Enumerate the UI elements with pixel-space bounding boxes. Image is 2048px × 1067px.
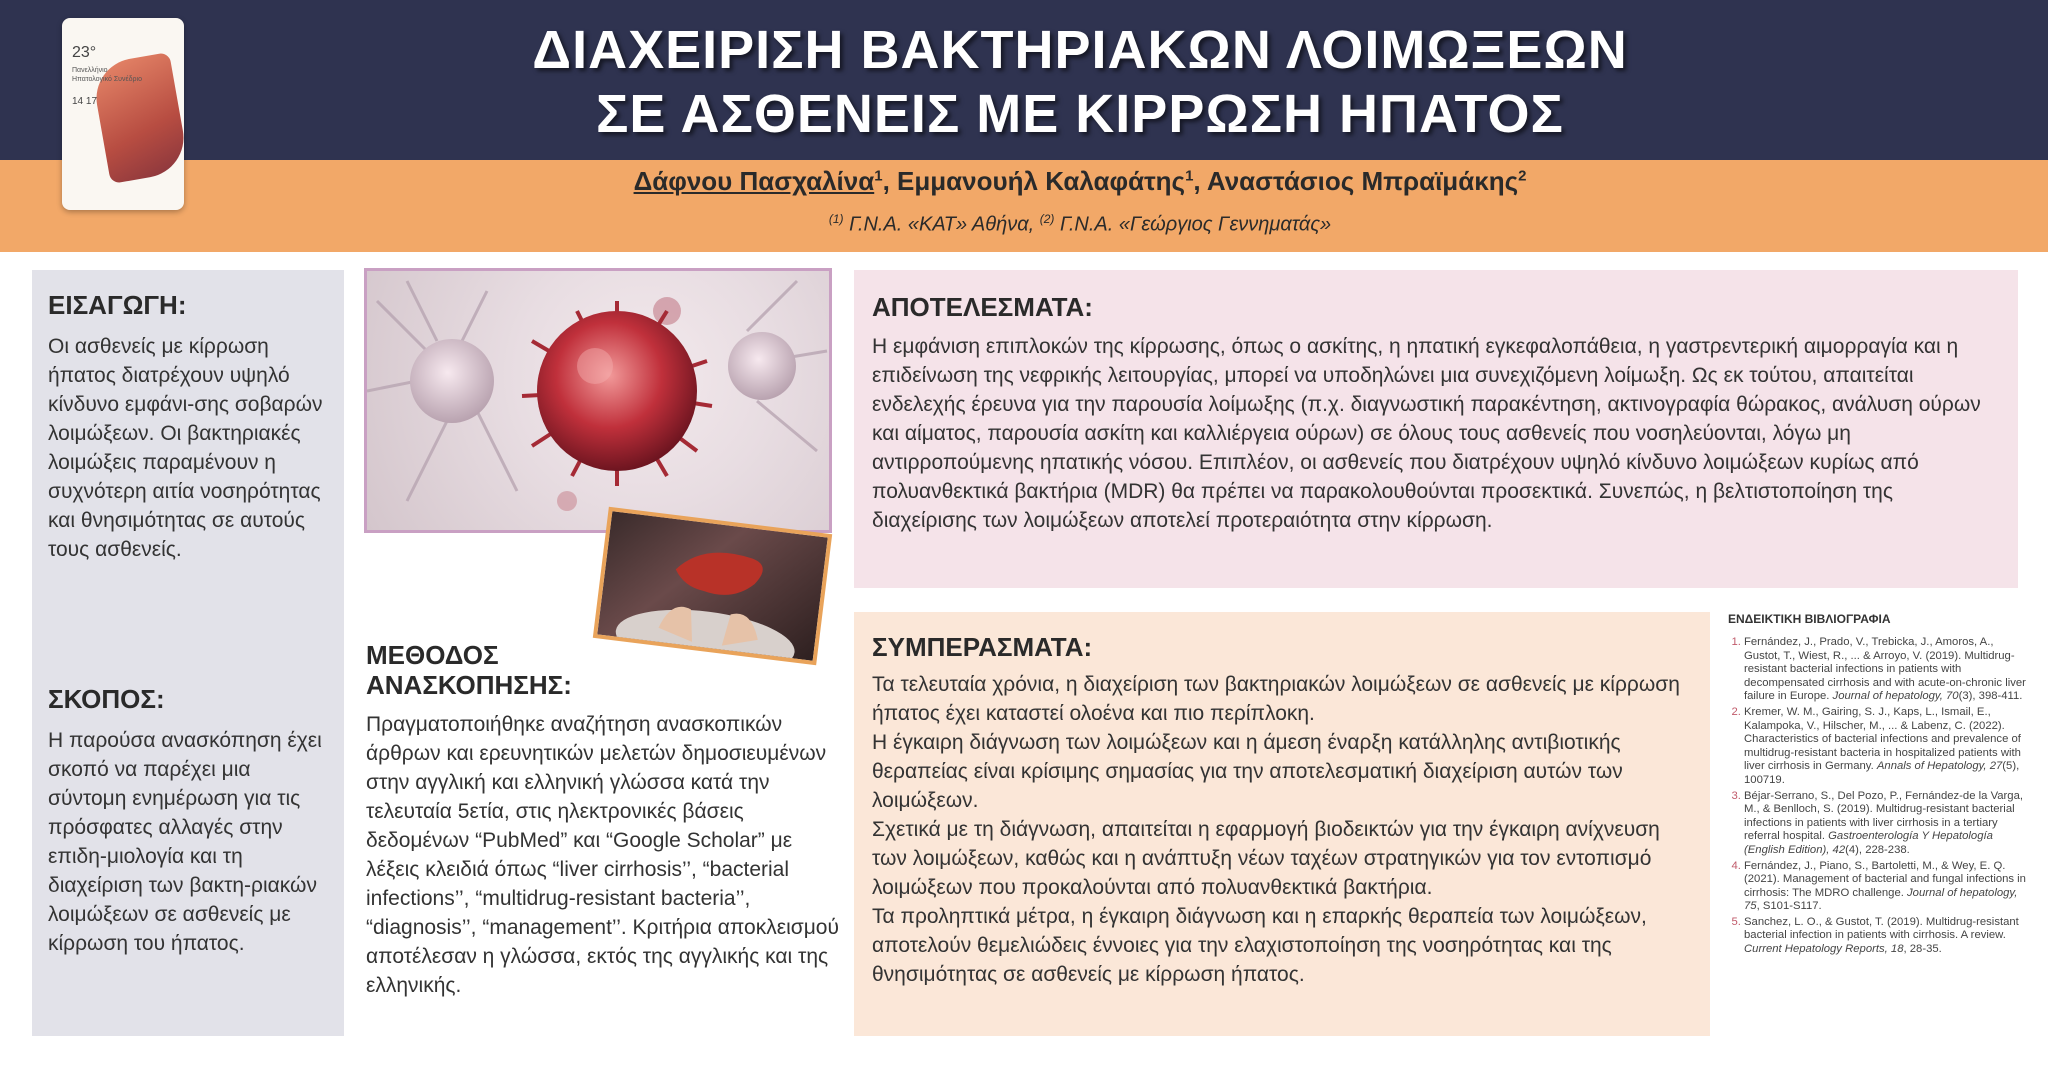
poster-title — [380, 18, 1780, 146]
conclusions-title: ΣΥΜΠΕΡΑΣΜΑΤΑ: — [872, 632, 1093, 662]
conclusions-body — [872, 670, 1692, 989]
results-body: Η εμφάνιση επιπλοκών της κίρρωσης, όπως ο ασκίτης, η ηπατική εγκεφαλοπάθεια, η γαστρεντερική αιμορραγία και η επιδείνωση της νεφρικής λειτουργίας, μπορεί να υποδηλώνει μια συνεχιζόμενη λοίμωξη. Ως εκ τούτου, απαιτείται ενδελεχής έρευνα για την παρουσία λοίμωξης (π.χ. διαγνωστική παρακέντηση, ακτινογραφία θώρακος, ανάλυση ούρων και αίματος, παρουσία ασκίτη και καλλιέργεια ούρων) σε όλους τους ασθενείς που νοσηλεύονται, λόγω μη αντιρροπούμενης ηπατικής νόσου. Επιπλέον, οι ασθενείς που διατρέχουν υψηλό κίνδυνο λοιμώξεων κυρίως από πολυανθεκτικά βακτήρια (MDR) θα πρέπει να παρακολουθούνται προσεκτικά. Συνεπώς, η βελτιστοποίηση της διαχείρισης των λοιμώξεων αποτελεί προτεραιότητα στην κίρρωση. — [872, 335, 1981, 532]
authors-line: Δάφνου Πασχαλίνα$^1$, Εμμανουήλ Καλαφάτης$^1$, Αναστάσιος Μπραϊμάκης$^2$ — [633, 166, 1527, 196]
aim-title: ΣΚΟΠΟΣ: — [48, 684, 165, 714]
reference-item: 5. Sanchez, L. O., & Gustot, T. (2019). Multidrug-resistant bacterial infection in patients with cirrhosis. A review. Current Hepatology Reports, 18, 28-35. — [1744, 916, 2032, 957]
conclusion-paragraph: Η έγκαιρη διάγνωση των λοιμώξεων και η άμεση έναρξη κατάλληλης αντιβιοτικής θεραπείας είναι κρίσιμης σημασίας για την αποτελεσματική διαχείριση αυτών των λοιμώξεων. — [872, 731, 1623, 812]
affiliation-2: Γ.Ν.Α. «Γεώργιος Γεννηματάς» — [1060, 213, 1332, 236]
references-title: ΕΝΔΕΙΚΤΙΚΗ ΒΙΒΛΙΟΓΡΑΦΙΑ — [1728, 612, 1891, 626]
congress-logo — [62, 18, 184, 210]
badge-number: 23° — [72, 44, 97, 61]
bacteria-image — [367, 271, 829, 530]
conclusion-paragraph: Σχετικά με τη διάγνωση, απαιτείται η εφαρμογή βιοδεικτών για την έγκαιρη ανίχνευση των λοιμώξεων, καθώς και η ανάπτυξη νέων ταχέων στρατηγικών για τον εντοπισμό λοιμώξεων που προκαλούνται από πολυανθεκτικά βακτήρια. — [872, 818, 1660, 899]
reference-item: 1. Fernández, J., Prado, V., Trebicka, J., Amoros, A., Gustot, T., Wiest, R., ... & Arroyo, V. (2019). Multidrug-resistant bacterial infections in patients with decompensated cirrhosis and with acute-on-chronic liver failure in Europe. Journal of hepatology, 70(3), 398-411. — [1744, 636, 2032, 704]
bacteria-illustration — [364, 268, 832, 533]
affiliation-1: Γ.Ν.Α. «ΚΑΤ» Αθήνα, — [849, 213, 1035, 236]
results-title: ΑΠΟΤΕΛΕΣΜΑΤΑ: — [872, 292, 1093, 322]
reference-item: 2. Kremer, W. M., Gairing, S. J., Kaps, L., Ismail, E., Kalampoka, V., Hilscher, M., ... & Labenz, C. (2022). Characteristics of bacterial infections and prevalence of multidrug-resistant bacteria in hospitalized patients with liver cirrhosis in Germany. Annals of Hepatology, 27(5), 100719. — [1744, 706, 2032, 788]
references-list — [1728, 636, 2032, 957]
methods-body: Πραγματοποιήθηκε αναζήτηση ανασκοπικών άρθρων και ερευνητικών μελετών δημοσιευμένων στην αγγλική και ελληνική γλώσσα κατά την τελευταία 5ετία, στις ηλεκτρονικές βάσεις δεδομένων “PubMed” και “Google Scholar” με λέξεις κλειδιά όπως “liver cirrhosis’’, “bacterial infections’’, “multidrug-resistant bacteria’’, “diagnosis’’, “management’’. Κριτήρια αποκλεισμού αποτέλεσαν η γλώσσα, εκτός της αγγλικής και της ελληνικής. — [366, 713, 839, 997]
liver-image — [597, 511, 827, 661]
author-2: Εμμανουήλ Καλαφάτης — [897, 166, 1186, 196]
reference-item: 3. Béjar-Serrano, S., Del Pozo, P., Fernández-de la Varga, M., & Benlloch, S. (2019). Multidrug-resistant bacterial infections in patients with liver cirrhosis in a tertiary referral hospital. Gastroenterología Y Hepatología (English Edition), 42(4), 228-238. — [1744, 790, 2032, 858]
aim-body: Η παρούσα ανασκόπηση έχει σκοπό να παρέχει μια σύντομη ενημέρωση για τις πρόσφατες αλλαγές στην επιδη-μιολογία και τη διαχείριση των βακτη-ριακών λοιμώξεων σε ασθενείς με κίρρωση του ήπατος. — [48, 729, 322, 955]
intro-body: Οι ασθενείς με κίρρωση ήπατος διατρέχουν υψηλό κίνδυνο εμφάνι-σης σοβαρών λοιμώξεων. Οι βακτηριακές λοιμώξεις παραμένουν η συχνότερη αιτία νοσηρότητας και θνησιμότητας σε αυτούς τους ασθενείς. — [48, 335, 323, 561]
intro-title: ΕΙΣΑΓΩΓΗ: — [48, 290, 187, 320]
title-line-2: ΣΕ ΑΣΘΕΝΕΙΣ ΜΕ ΚΙΡΡΩΣΗ ΗΠΑΤΟΣ — [596, 84, 1564, 144]
author-3: Αναστάσιος Μπραϊμάκης — [1206, 166, 1519, 196]
methods-title: ΜΕΘΟΔΟΣ ΑΝΑΣΚΟΠΗΣΗΣ: — [366, 640, 572, 700]
affiliations: $^{(1)}$ Γ.Ν.Α. «ΚΑΤ» Αθήνα, $^{(2)}$ Γ.Ν.Α. «Γεώργιος Γεννηματάς» — [828, 212, 1332, 236]
badge-text: Πανελλήνιο Ηπατολογικό Συνέδριο — [72, 67, 142, 83]
liver-hands-photo — [593, 507, 832, 665]
title-line-1: ΔΙΑΧΕΙΡΙΣΗ ΒΑΚΤΗΡΙΑΚΩΝ ΛΟΙΜΩΞΕΩΝ — [532, 20, 1628, 80]
badge-dates: 14 17 — [72, 96, 98, 107]
conclusion-paragraph: Τα προληπτικά μέτρα, η έγκαιρη διάγνωση και η επαρκής θεραπεία των λοιμώξεων, αποτελούν θεμελιώδεις έννοιες για την ελαχιστοποίηση της νοσηρότητας και της θνησιμότητας σε ασθενείς με κίρρωση ήπατος. — [872, 905, 1647, 986]
references — [1728, 612, 2032, 959]
reference-item: 4. Fernández, J., Piano, S., Bartoletti, M., & Wey, E. Q. (2021). Management of bacterial and fungal infections in cirrhosis: The MDRO challenge. Journal of hepatology, 75, S101-S117. — [1744, 860, 2032, 914]
conclusion-paragraph: Τα τελευταία χρόνια, η διαχείριση των βακτηριακών λοιμώξεων σε ασθενείς με κίρρωση ήπατος έχει καταστεί ολοένα και πιο περίπλοκη. — [872, 673, 1680, 725]
author-1: Δάφνου Πασχαλίνα — [633, 166, 875, 196]
